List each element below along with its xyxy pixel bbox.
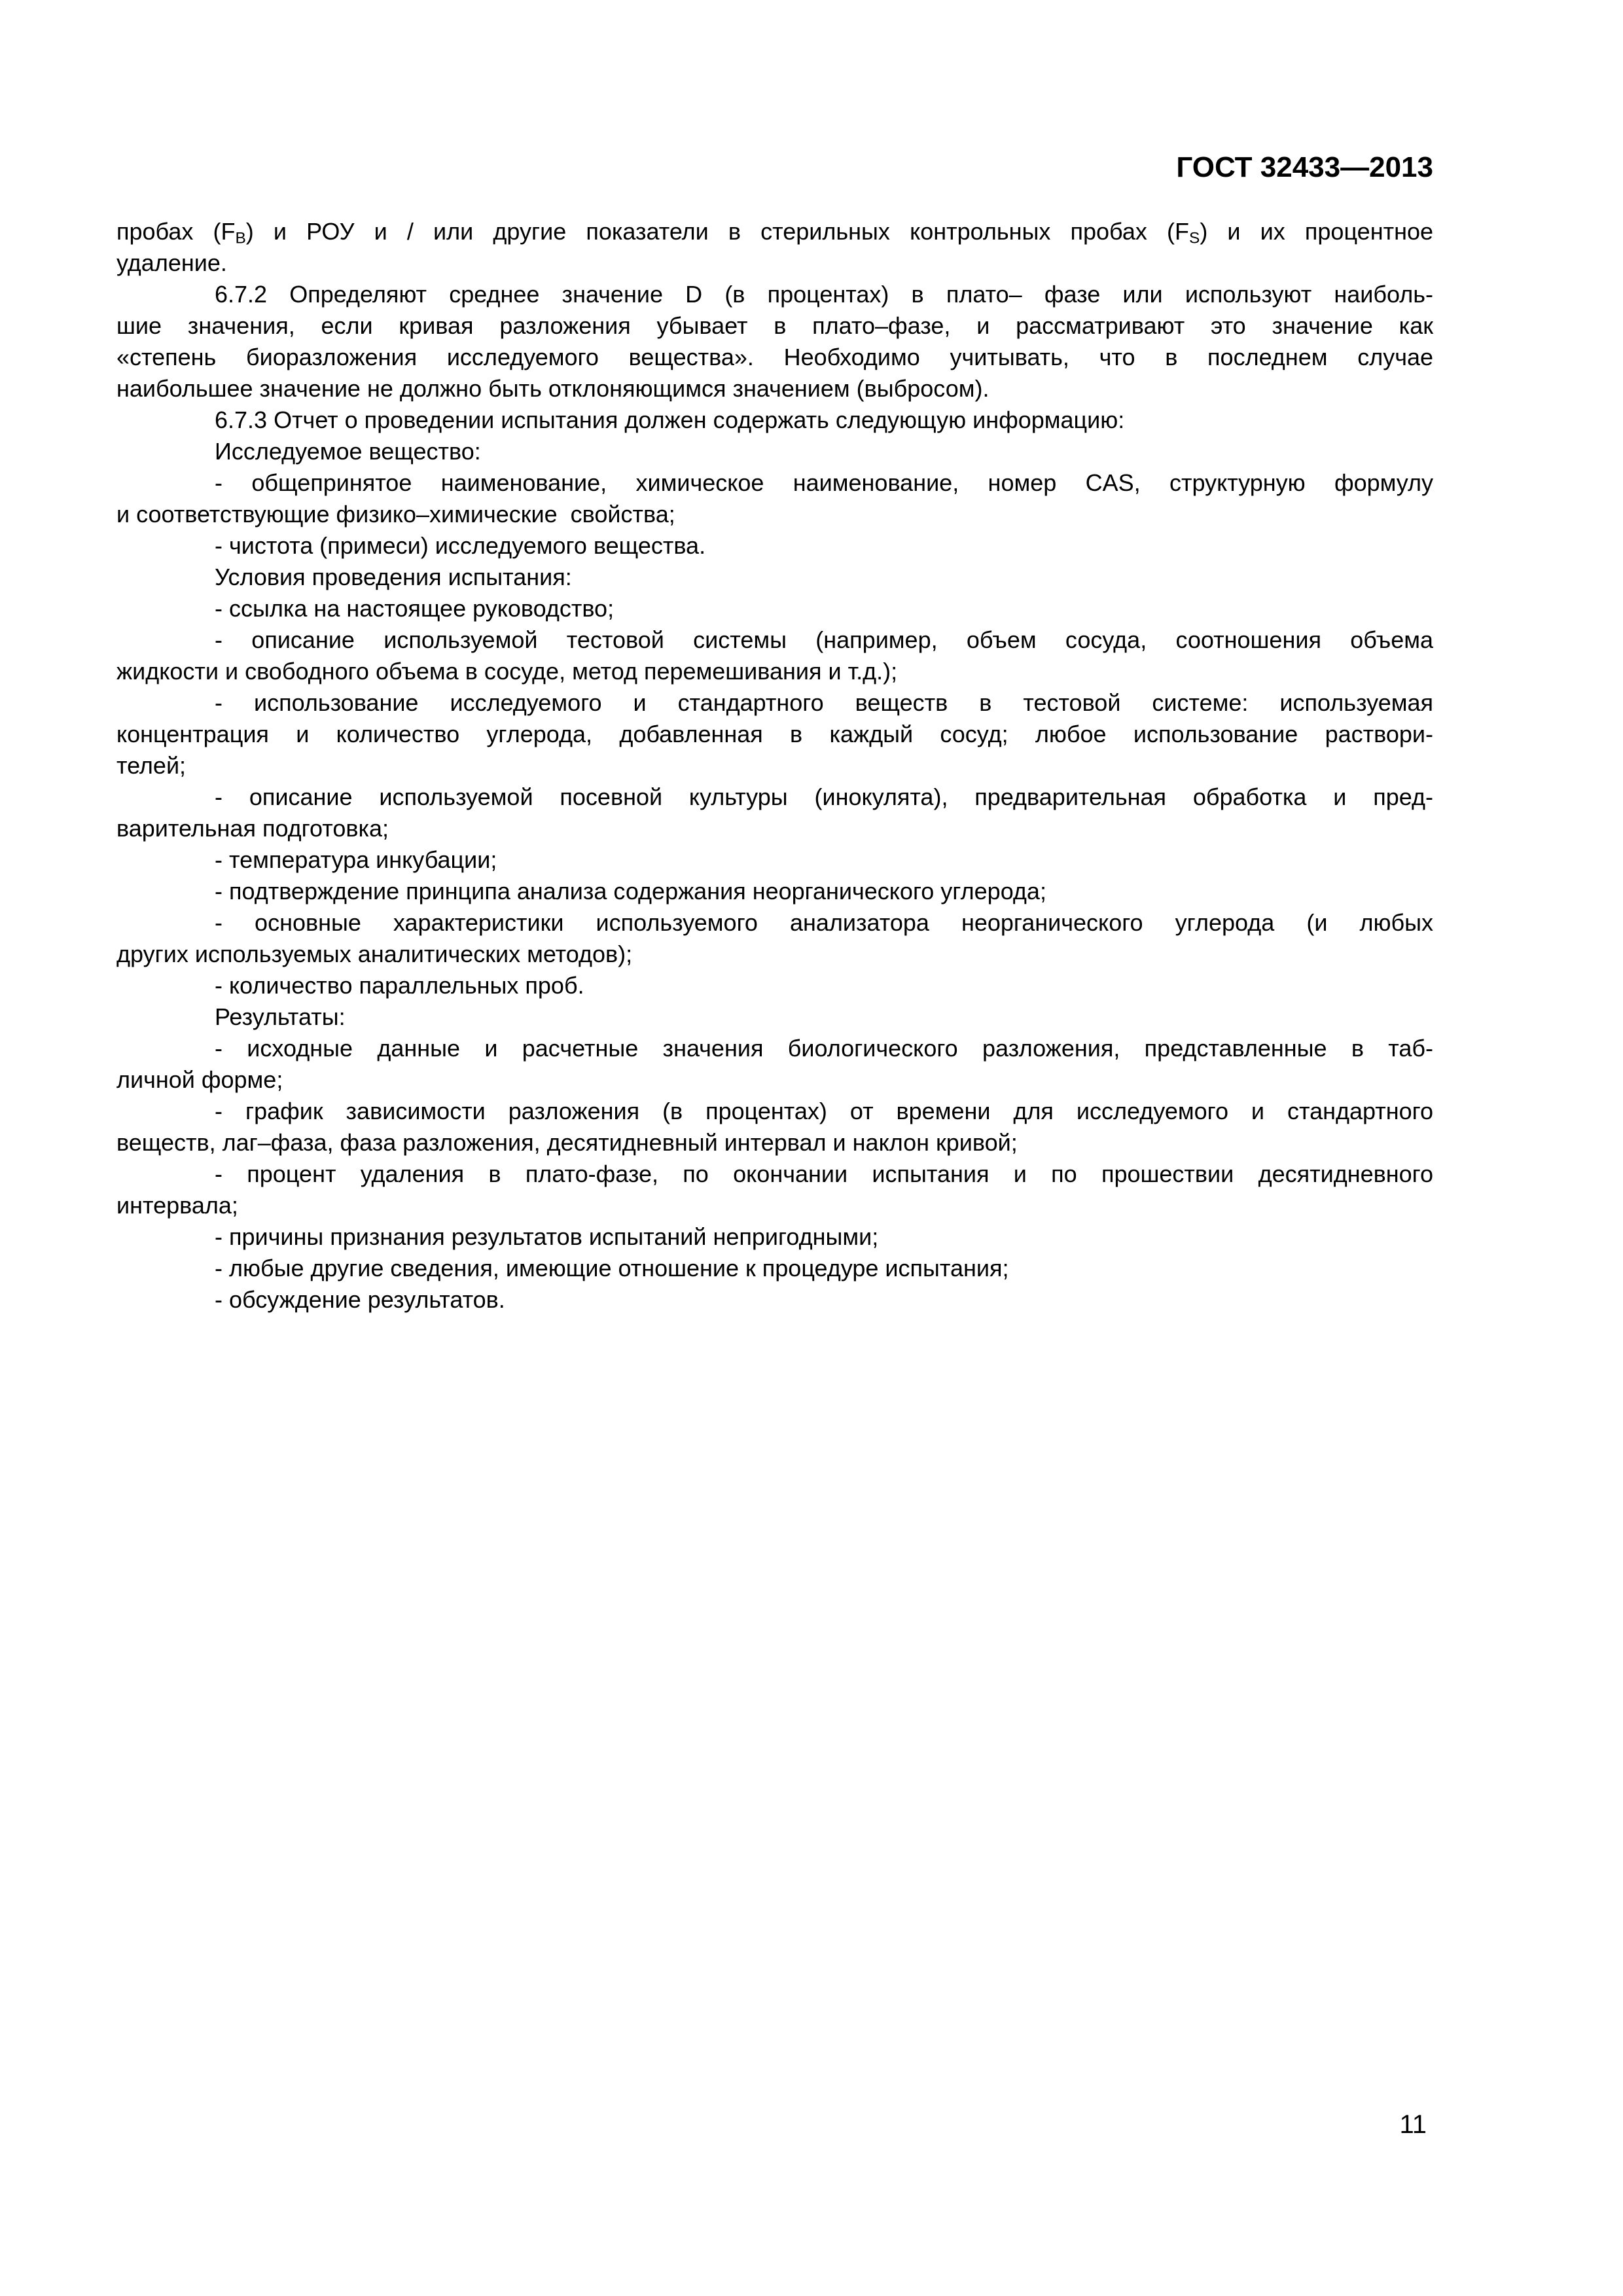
text-line: - ссылка на настоящее руководство;: [215, 595, 615, 622]
text-line: удаление.: [116, 249, 227, 276]
subscript: B: [235, 229, 246, 247]
text-line: 6.7.3 Отчет о проведении испытания должен содержать следующую информацию:: [215, 406, 1125, 433]
text-line: варительная подготовка;: [116, 815, 389, 842]
text-line: - температура инкубации;: [215, 846, 497, 873]
paragraph: [116, 562, 1433, 593]
page-number: 11: [1399, 2110, 1427, 2139]
text-line: Результаты:: [215, 1003, 346, 1030]
text-line: личной форме;: [116, 1066, 283, 1093]
paragraph: [116, 781, 1433, 844]
text-line: шие значения, если кривая разложения убывает в плато–фазе, и рассматривают это значение как: [116, 312, 1433, 339]
text-line: - описание используемой тестовой системы (например, объем сосуда, соотношения объема: [215, 626, 1433, 653]
text-line: - исходные данные и расчетные значения биологического разложения, представленные в таб-: [215, 1035, 1433, 1062]
text-line: телей;: [116, 752, 187, 779]
text-line: 6.7.2 Определяют среднее значение D (в процентах) в плато– фазе или используют наиболь-: [215, 281, 1433, 308]
text-line: - описание используемой посевной культуры (инокулята), предварительная обработка и пред-: [215, 783, 1433, 810]
paragraph: [116, 970, 1433, 1001]
text-line: - причины признания результатов испытаний непригодными;: [215, 1223, 879, 1250]
text-line: и соответствующие физико–химические свойства;: [116, 501, 675, 528]
text-line: интервала;: [116, 1192, 238, 1219]
text-line: - основные характеристики используемого анализатора неорганического углерода (и любых: [215, 909, 1433, 936]
text-line: жидкости и свободного объема в сосуде, метод перемешивания и т.д.);: [116, 658, 898, 685]
subscript: S: [1188, 229, 1200, 247]
paragraph: [116, 216, 1433, 279]
paragraph: [116, 404, 1433, 436]
text-line: Исследуемое вещество:: [215, 438, 481, 465]
text-line: концентрация и количество углерода, добавленная в каждый сосуд; любое использование раствори-: [116, 721, 1433, 747]
text-line: «степень биоразложения исследуемого вещества». Необходимо учитывать, что в последнем случае: [116, 344, 1433, 370]
text-line: наибольшее значение не должно быть отклоняющимся значением (выбросом).: [116, 375, 990, 402]
text-line: - подтверждение принципа анализа содержания неорганического углерода;: [215, 878, 1046, 905]
text-line: - общепринятое наименование, химическое наименование, номер CAS, структурную формулу: [215, 469, 1433, 496]
text-line: - график зависимости разложения (в процентах) от времени для исследуемого и стандартного: [215, 1098, 1433, 1124]
text-line: - количество параллельных проб.: [215, 972, 584, 999]
gost-standard-number: ГОСТ 32433—2013: [1176, 151, 1433, 183]
document-body: [116, 216, 1433, 1316]
paragraph: [116, 530, 1433, 562]
paragraph: [116, 687, 1433, 781]
text-line: - чистота (примеси) исследуемого вещества.: [215, 532, 706, 559]
paragraph: [116, 876, 1433, 907]
paragraph: [116, 907, 1433, 970]
paragraph: [116, 624, 1433, 687]
text-line: веществ, лаг–фаза, фаза разложения, десятидневный интервал и наклон кривой;: [116, 1129, 1018, 1156]
paragraph: [116, 1096, 1433, 1158]
paragraph: [116, 1284, 1433, 1316]
text-line: - процент удаления в плато-фазе, по окончании испытания и по прошествии десятидневного: [215, 1160, 1433, 1187]
text-line: Условия проведения испытания:: [215, 564, 572, 590]
paragraph: [116, 1221, 1433, 1253]
paragraph: [116, 436, 1433, 467]
text-line: - любые другие сведения, имеющие отношение к процедуре испытания;: [215, 1255, 1009, 1282]
text-line: других используемых аналитических методов);: [116, 941, 633, 967]
text-line: пробах $(F_B)$ и РОУ и / или другие показатели в стерильных контрольных пробах $(F_S)$ и их процентное: [116, 218, 1433, 247]
text-line: - использование исследуемого и стандартного веществ в тестовой системе: используемая: [215, 689, 1433, 716]
paragraph: [116, 1033, 1433, 1096]
paragraph: [116, 1158, 1433, 1221]
paragraph: [116, 844, 1433, 876]
paragraph: [116, 467, 1433, 530]
paragraph: [116, 279, 1433, 404]
paragraph: [116, 1001, 1433, 1033]
paragraph: [116, 1253, 1433, 1284]
paragraph: [116, 593, 1433, 624]
text-line: - обсуждение результатов.: [215, 1286, 505, 1313]
